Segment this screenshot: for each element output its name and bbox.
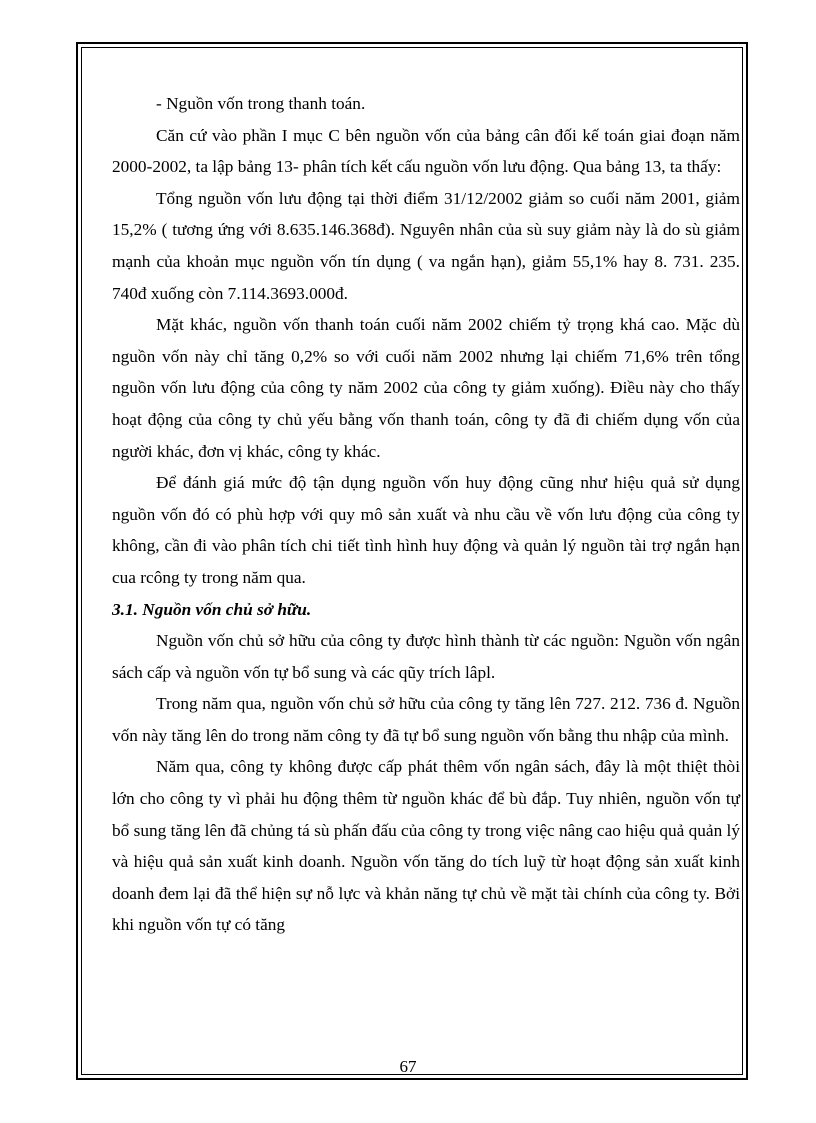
paragraph: Để đánh giá mức độ tận dụng nguồn vốn huy động cũng như hiệu quả sử dụng nguồn vốn đó có phù hợp với quy mô sản xuất và nhu cầu về vốn lưu động của công ty không, cần đi vào phân tích chi tiết tình hình huy động và quản lý nguồn tài trợ ngắn hạn cua rcông ty trong năm qua.: [112, 473, 740, 587]
page-number: 67: [399, 1057, 417, 1076]
paragraph: Trong năm qua, nguồn vốn chủ sở hữu của công ty tăng lên 727. 212. 736 đ. Nguồn vốn này tăng lên do trong năm công ty đã tự bổ sung nguồn vốn bằng thu nhập của mình.: [112, 694, 740, 745]
paragraph: Năm qua, công ty không được cấp phát thêm vốn ngân sách, đây là một thiệt thòi lớn cho công ty vì phải hu động thêm từ nguồn khác để bù đắp. Tuy nhiên, nguồn vốn tự bổ sung tăng lên đã chủng tá sù phấn đấu của công ty trong việc nâng cao hiệu quả quản lý và hiệu quả sản xuất kinh doanh. Nguồn vốn tăng do tích luỹ từ hoạt động sản xuất kinh doanh đem lại đã thể hiện sự nỗ lực và khản năng tự chủ về mặt tài chính của công ty. Bởi khi nguồn vốn tự có tăng: [112, 757, 740, 935]
paragraph: Mặt khác, nguồn vốn thanh toán cuối năm 2002 chiếm tỷ trọng khá cao. Mặc dù nguồn vốn này chỉ tăng 0,2% so với cuối năm 2002 nhưng lại chiếm 71,6% trên tổng nguồn vốn lưu động của công ty năm 2002 của công ty giảm xuống). Điều này cho thấy hoạt động của công ty chủ yếu bằng vốn thanh toán, công ty đã đi chiếm dụng vốn của người khác, đơn vị khác, công ty khác.: [112, 315, 740, 461]
paragraph: Nguồn vốn chủ sở hữu của công ty được hình thành từ các nguồn: Nguồn vốn ngân sách cấp và nguồn vốn tự bổ sung và các qũy trích lâpl.: [112, 631, 740, 682]
paragraph: - Nguồn vốn trong thanh toán.: [156, 94, 366, 113]
section-heading: 3.1. Nguồn vốn chủ sở hữu.: [112, 599, 312, 619]
paragraph: Tổng nguồn vốn lưu động tại thời điểm 31/12/2002 giảm so cuối năm 2001, giảm 15,2% ( tương ứng với 8.635.146.368đ). Nguyên nhân của sù suy giảm này là do sù giảm mạnh của khoản mục nguồn vốn tín dụng ( va ngắn hạn), giảm 55,1% hay 8. 731. 235. 740đ xuống còn 7.114.3693.000đ.: [112, 188, 740, 303]
paragraph: Căn cứ vào phần I mục C bên nguồn vốn của bảng cân đối kế toán giai đoạn năm 2000-2002, ta lập bảng 13- phân tích kết cấu nguồn vốn lưu động. Qua bảng 13, ta thấy:: [112, 125, 740, 177]
document-body: [112, 88, 740, 941]
